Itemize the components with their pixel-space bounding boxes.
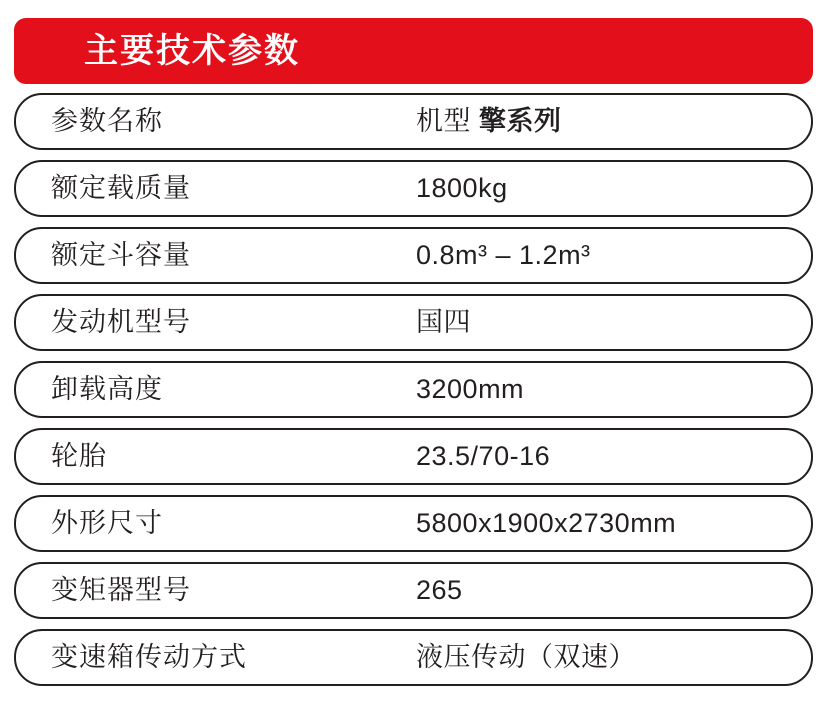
- spec-table: [14, 93, 813, 686]
- page-title: 主要技术参数: [84, 32, 300, 70]
- row-value: 国四: [416, 307, 471, 337]
- row-label: 外形尺寸: [51, 508, 163, 538]
- table-row: [14, 227, 813, 284]
- row-value: 液压传动（双速）: [416, 642, 636, 672]
- row-value: 23.5/70-16: [416, 441, 551, 471]
- table-row: [14, 294, 813, 351]
- table-header-name: 参数名称: [51, 106, 163, 136]
- title-bar: [14, 18, 813, 84]
- row-label: 变矩器型号: [51, 575, 191, 605]
- row-label: 额定斗容量: [51, 240, 191, 270]
- row-value: 265: [416, 575, 463, 605]
- row-label: 发动机型号: [51, 307, 191, 337]
- table-header-value-model: 擎系列: [479, 106, 562, 136]
- row-label: 轮胎: [51, 441, 107, 471]
- table-header-value-prefix: 机型: [416, 106, 480, 136]
- table-header-row: [14, 93, 813, 150]
- row-value: 1800kg: [416, 173, 508, 203]
- table-header-value: [416, 108, 811, 135]
- row-label: 变速箱传动方式: [51, 642, 247, 672]
- table-row: [14, 562, 813, 619]
- table-row: [14, 495, 813, 552]
- row-label: 额定载质量: [51, 173, 191, 203]
- row-value: 5800x1900x2730mm: [416, 508, 677, 538]
- row-label: 卸载高度: [51, 374, 163, 404]
- row-value: 3200mm: [416, 374, 525, 404]
- row-value: 0.8m³ – 1.2m³: [416, 240, 591, 270]
- table-row: [14, 361, 813, 418]
- table-row: [14, 160, 813, 217]
- table-row: [14, 629, 813, 686]
- table-row: [14, 428, 813, 485]
